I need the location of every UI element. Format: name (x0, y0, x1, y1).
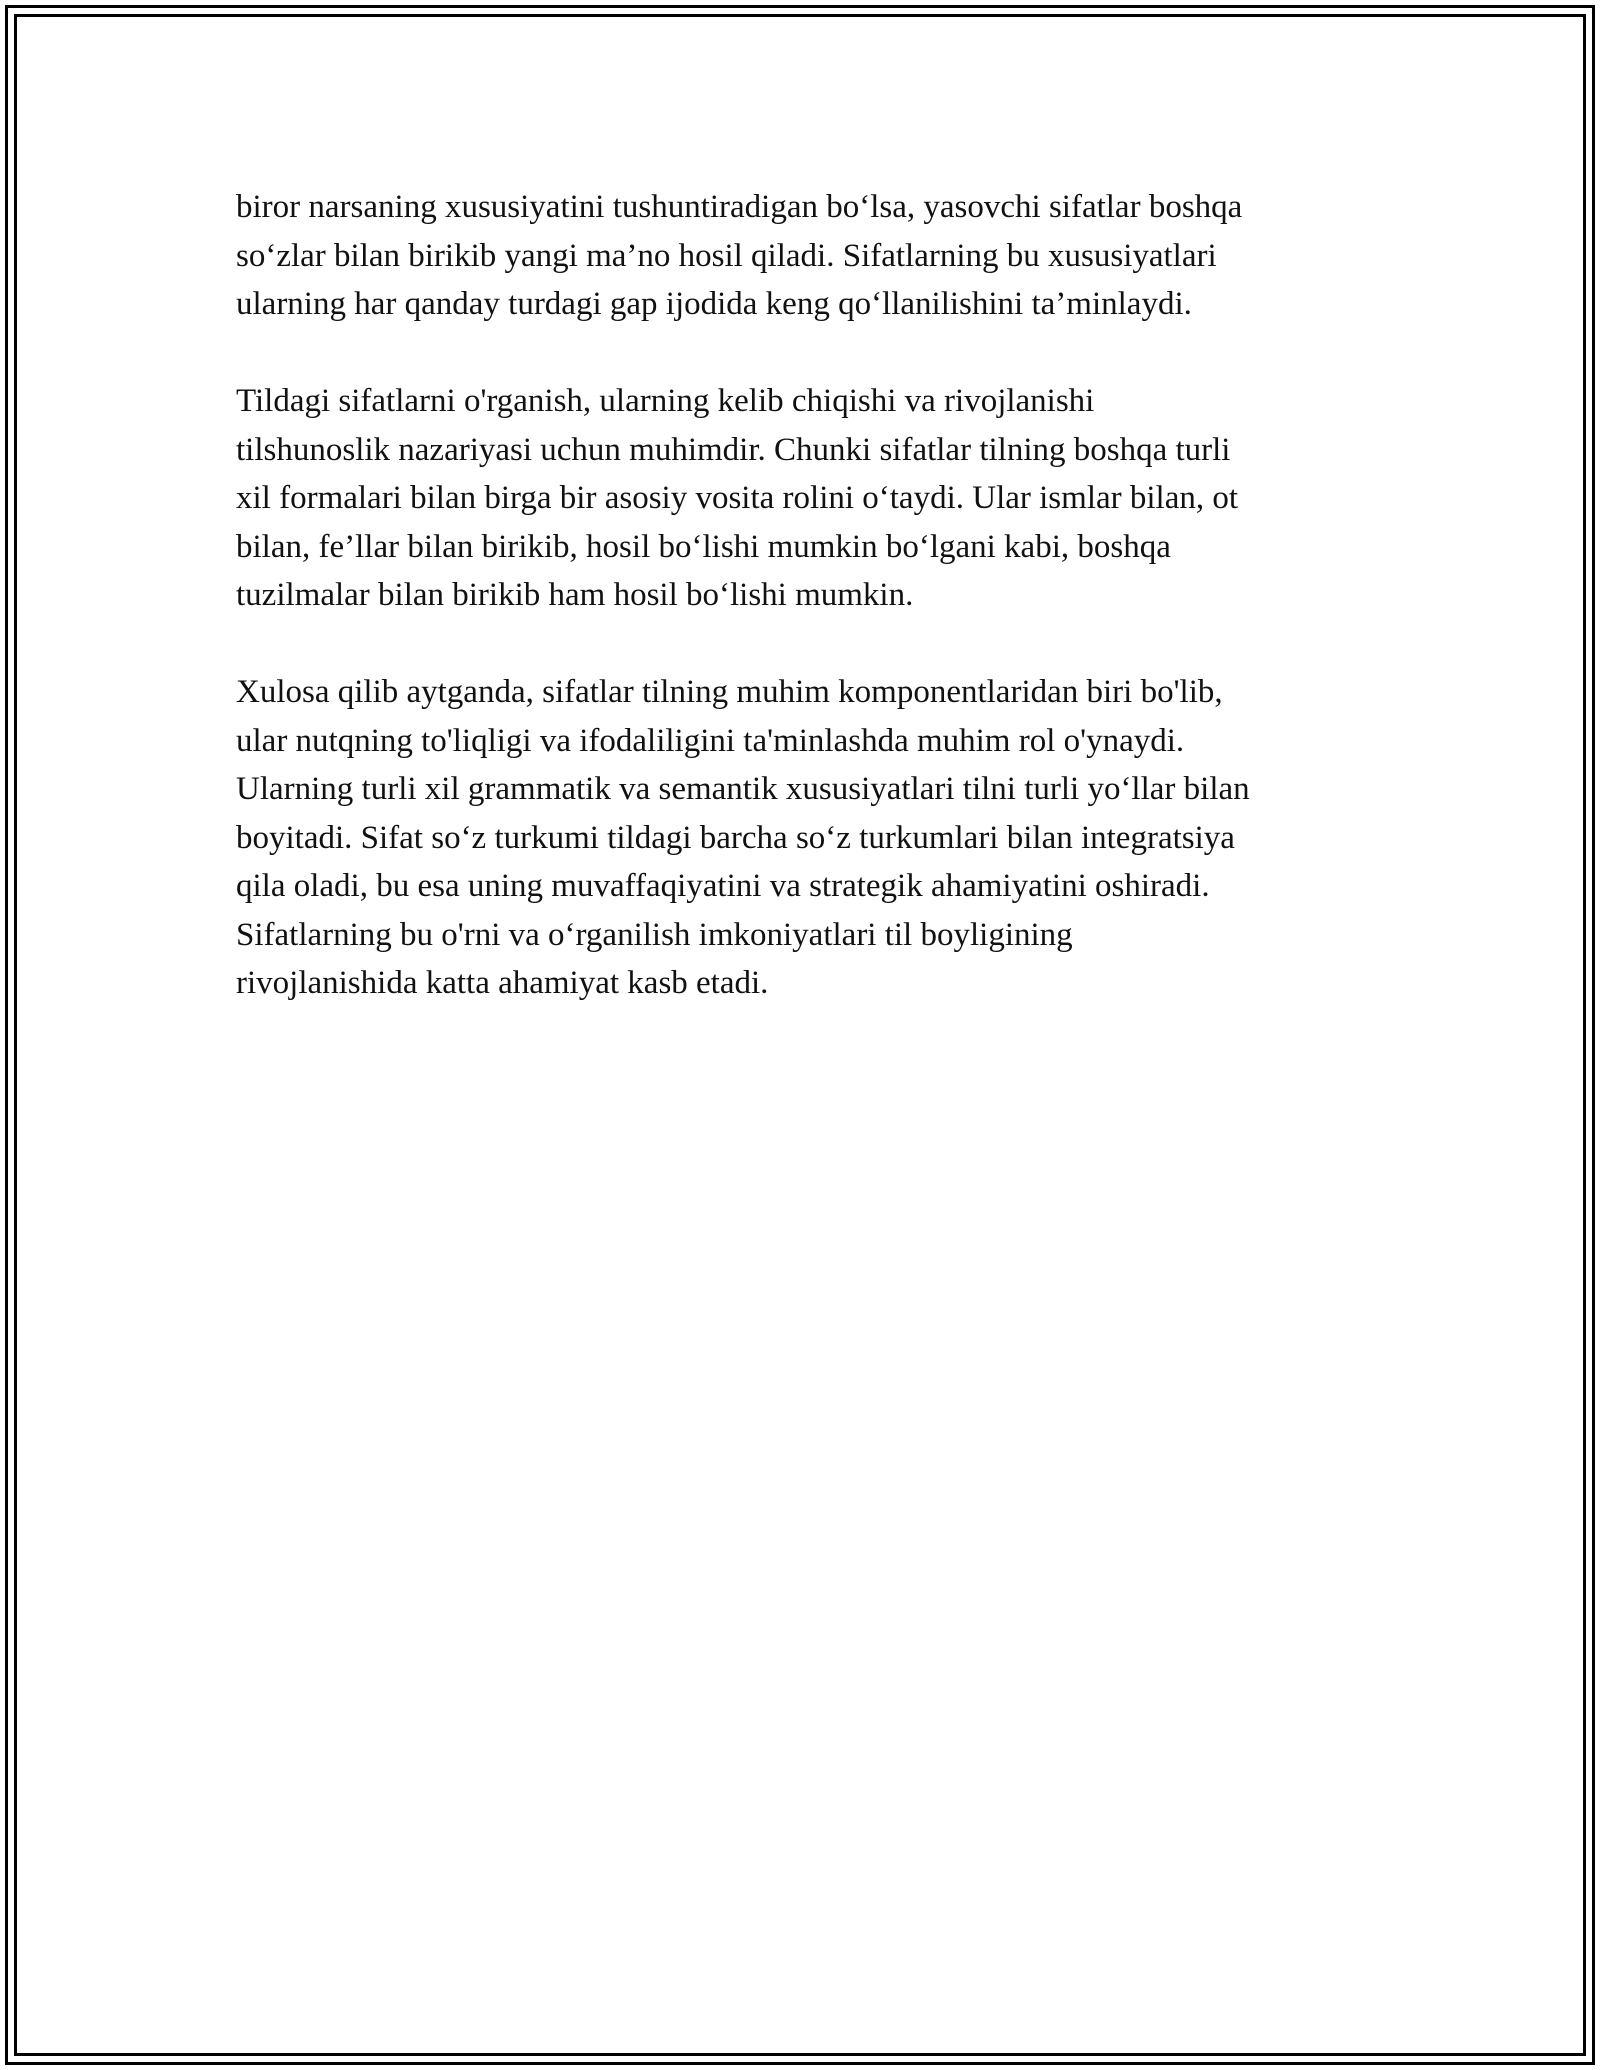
text-line: qila oladi, bu esa uning muvaffaqiyatini va strategik ahamiyatini oshiradi. (236, 868, 1210, 904)
text-line: biror narsaning xususiyatini tushuntiradigan bo‘lsa, yasovchi sifatlar boshqa (236, 189, 1243, 225)
paragraph-2 (236, 377, 1376, 620)
text-line: boyitadi. Sifat so‘z turkumi tildagi barcha so‘z turkumlari bilan integratsiya (236, 819, 1235, 856)
text-line: Sifatlarning bu o'rni va o‘rganilish imkoniyatlari til boyligining (236, 916, 1073, 953)
text-line: bilan, fe’llar bilan birikib, hosil bo‘lishi mumkin bo‘lgani kabi, boshqa (236, 528, 1171, 565)
text-line: Xulosa qilib aytganda, sifatlar tilning muhim komponentlaridan biri bo'lib, (236, 674, 1223, 710)
text-line: tilshunoslik nazariyasi uchun muhimdir. Chunki sifatlar tilning boshqa turli (236, 431, 1231, 468)
text-line: so‘zlar bilan birikib yangi ma’no hosil qiladi. Sifatlarning bu xususiyatlari (236, 237, 1217, 274)
text-line: Tildagi sifatlarni o'rganish, ularning kelib chiqishi va rivojlanishi (236, 383, 1095, 419)
text-line: rivojlanishida katta ahamiyat kasb etadi. (236, 965, 769, 1001)
text-line: xil formalari bilan birga bir asosiy vosita rolini o‘taydi. Ular ismlar bilan, ot (236, 480, 1239, 516)
paragraph-1 (236, 183, 1376, 329)
paragraph-3 (236, 668, 1376, 1008)
document-body (236, 183, 1376, 1056)
text-line: ular nutqning to'liqligi va ifodaliligini ta'minlashda muhim rol o'ynaydi. (236, 722, 1185, 759)
text-line: ularning har qanday turdagi gap ijodida keng qo‘llanilishini ta’minlaydi. (236, 286, 1192, 322)
text-line: tuzilmalar bilan birikib ham hosil bo‘lishi mumkin. (236, 577, 914, 613)
text-line: Ularning turli xil grammatik va semantik xususiyatlari tilni turli yo‘llar bilan (236, 771, 1250, 807)
